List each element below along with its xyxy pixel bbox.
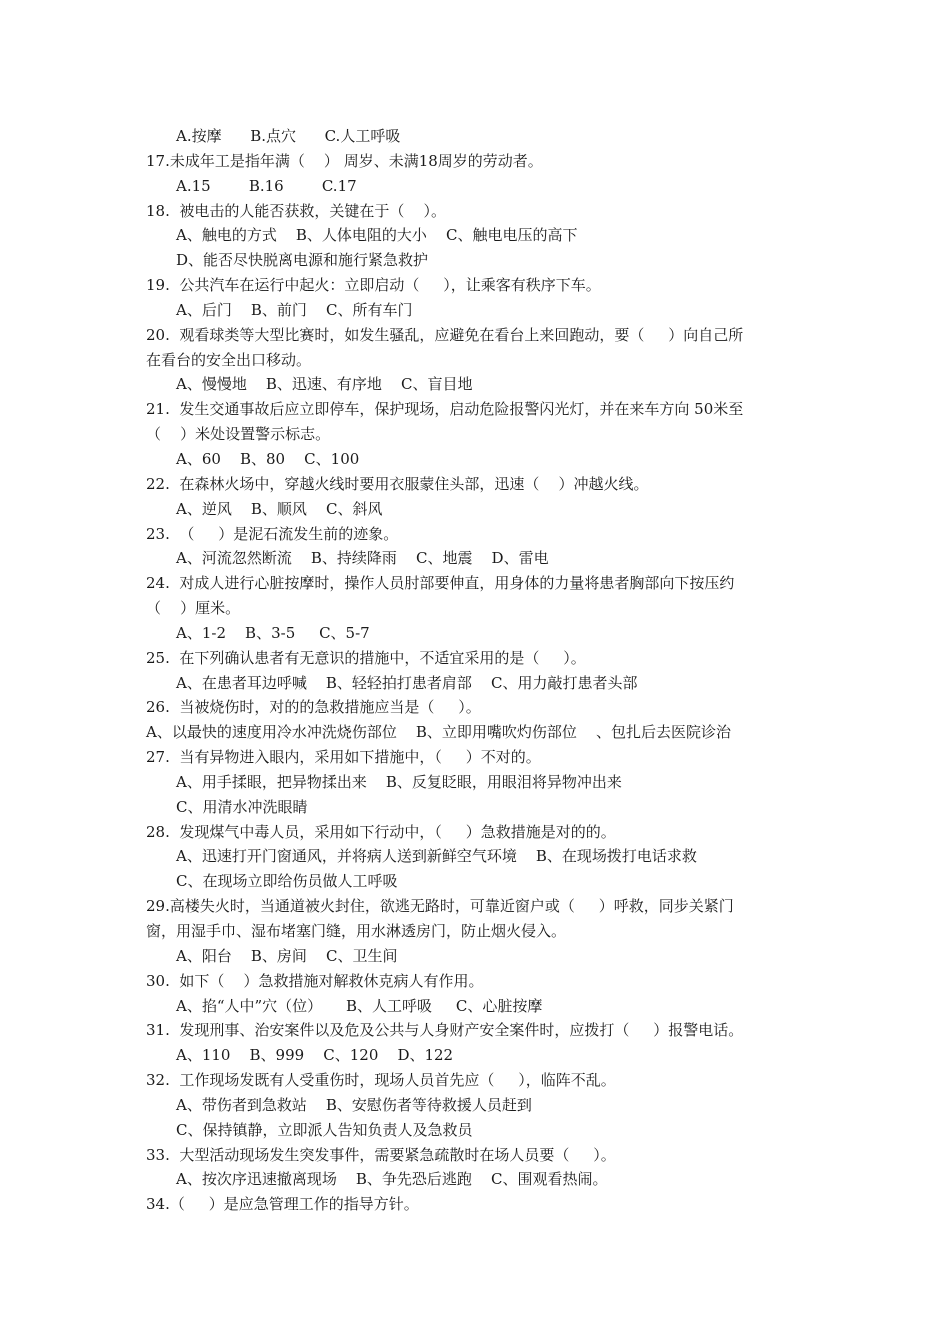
options-line: A、在患者耳边呼喊 B、轻轻拍打患者肩部 C、用力敲打患者头部: [176, 673, 638, 692]
question-line: 18. 被电击的人能否获救，关键在于（ ）。: [146, 201, 446, 220]
question-line: 24. 对成人进行心脏按摩时，操作人员肘部要伸直，用身体的力量将患者胸部向下按压约: [146, 574, 735, 593]
question-line: 34.（ ）是应急管理工作的指导方针。: [146, 1195, 419, 1214]
options-line: A、用手揉眼，把异物揉出来 B、反复眨眼，用眼泪将异物冲出来: [176, 772, 622, 791]
options-line: A、逆风 B、顺风 C、斜风: [176, 499, 383, 518]
question-line: 17.未成年工是指年满（ ） 周岁、未满18周岁的劳动者。: [146, 151, 543, 170]
text-line: 窗，用湿手巾、湿布堵塞门缝，用水淋透房门，防止烟火侵入。: [146, 922, 567, 940]
question-line: 22. 在森林火场中，穿越火线时要用衣服蒙住头部，迅速（ ）冲越火线。: [146, 474, 649, 493]
question-line: 21. 发生交通事故后应立即停车，保护现场，启动危险报警闪光灯，并在来车方向 50米至: [146, 400, 744, 419]
options-line: A、阳台 B、房间 C、卫生间: [176, 946, 398, 965]
text-line: （ ）厘米。: [146, 599, 241, 618]
options-line: A、触电的方式 B、人体电阻的大小 C、触电电压的高下: [176, 226, 578, 245]
options-line: D、能否尽快脱离电源和施行紧急救护: [176, 251, 429, 270]
text-line: A、以最快的速度用冷水冲洗烧伤部位 B、立即用嘴吹灼伤部位 、包扎后去医院诊治: [146, 723, 732, 742]
options-line: C、在现场立即给伤员做人工呼吸: [176, 872, 398, 891]
options-line: A、带伤者到急救站 B、安慰伤者等待救援人员赶到: [176, 1095, 532, 1114]
question-line: 20. 观看球类等大型比赛时，如发生骚乱，应避免在看台上来回跑动，要（ ）向自己所: [146, 325, 744, 344]
question-line: 27. 当有异物进入眼内，采用如下措施中，（ ）不对的。: [146, 748, 541, 767]
options-line: A、后门 B、前门 C、所有车门: [176, 300, 413, 319]
question-line: 19. 公共汽车在运行中起火：立即启动（ ），让乘客有秩序下车。: [146, 276, 601, 295]
question-line: 23. （ ）是泥石流发生前的迹象。: [146, 524, 399, 543]
options-line: A、1-2 B、3-5 C、5-7: [176, 623, 370, 642]
text-line: 在看台的安全出口移动。: [146, 350, 312, 369]
text-line: （ ）米处设置警示标志。: [146, 425, 331, 444]
question-line: 28. 发现煤气中毒人员，采用如下行动中，（ ）急救措施是对的的。: [146, 822, 616, 841]
options-line: A、河流忽然断流 B、持续降雨 C、地震 D、雷电: [176, 549, 549, 568]
options-line: A.15 B.16 C.17: [176, 176, 357, 195]
question-line: 33. 大型活动现场发生突发事件，需要紧急疏散时在场人员要（ ）。: [146, 1145, 616, 1164]
options-line: A、60 B、80 C、100: [176, 449, 360, 468]
options-line: C、保持镇静，立即派人告知负责人及急救员: [176, 1120, 473, 1139]
options-line: A、掐“人中”穴（位） B、人工呼吸 C、心脏按摩: [176, 996, 543, 1015]
options-line: A、110 B、999 C、120 D、122: [176, 1046, 454, 1065]
options-line: A、慢慢地 B、迅速、有序地 C、盲目地: [176, 375, 473, 394]
question-line: 32. 工作现场发既有人受重伤时，现场人员首先应（ ），临阵不乱。: [146, 1071, 616, 1090]
options-line: A、迅速打开门窗通风，并将病人送到新鲜空气环境 B、在现场拨打电话求救: [176, 847, 697, 866]
question-line: 26. 当被烧伤时，对的的急救措施应当是（ ）。: [146, 698, 481, 717]
question-line: 30. 如下（ ）急救措施对解救休克病人有作用。: [146, 971, 484, 990]
options-line: A、按次序迅速撤离现场 B、争先恐后逃跑 C、围观看热闹。: [176, 1170, 608, 1189]
document-page: [0, 124, 950, 1217]
options-line: C、用清水冲洗眼睛: [176, 797, 308, 816]
question-line: 25. 在下列确认患者有无意识的措施中，不适宜采用的是（ ）。: [146, 648, 586, 667]
options-line: A.按摩 B.点穴 C.人工呼吸: [176, 127, 401, 145]
question-line: 29.高楼失火时，当通道被火封住，欲逃无路时，可靠近窗户或（ ）呼救，同步关紧门: [146, 897, 734, 916]
question-line: 31. 发现刑事、治安案件以及危及公共与人身财产安全案件时，应拨打（ ）报警电话。: [146, 1021, 744, 1040]
